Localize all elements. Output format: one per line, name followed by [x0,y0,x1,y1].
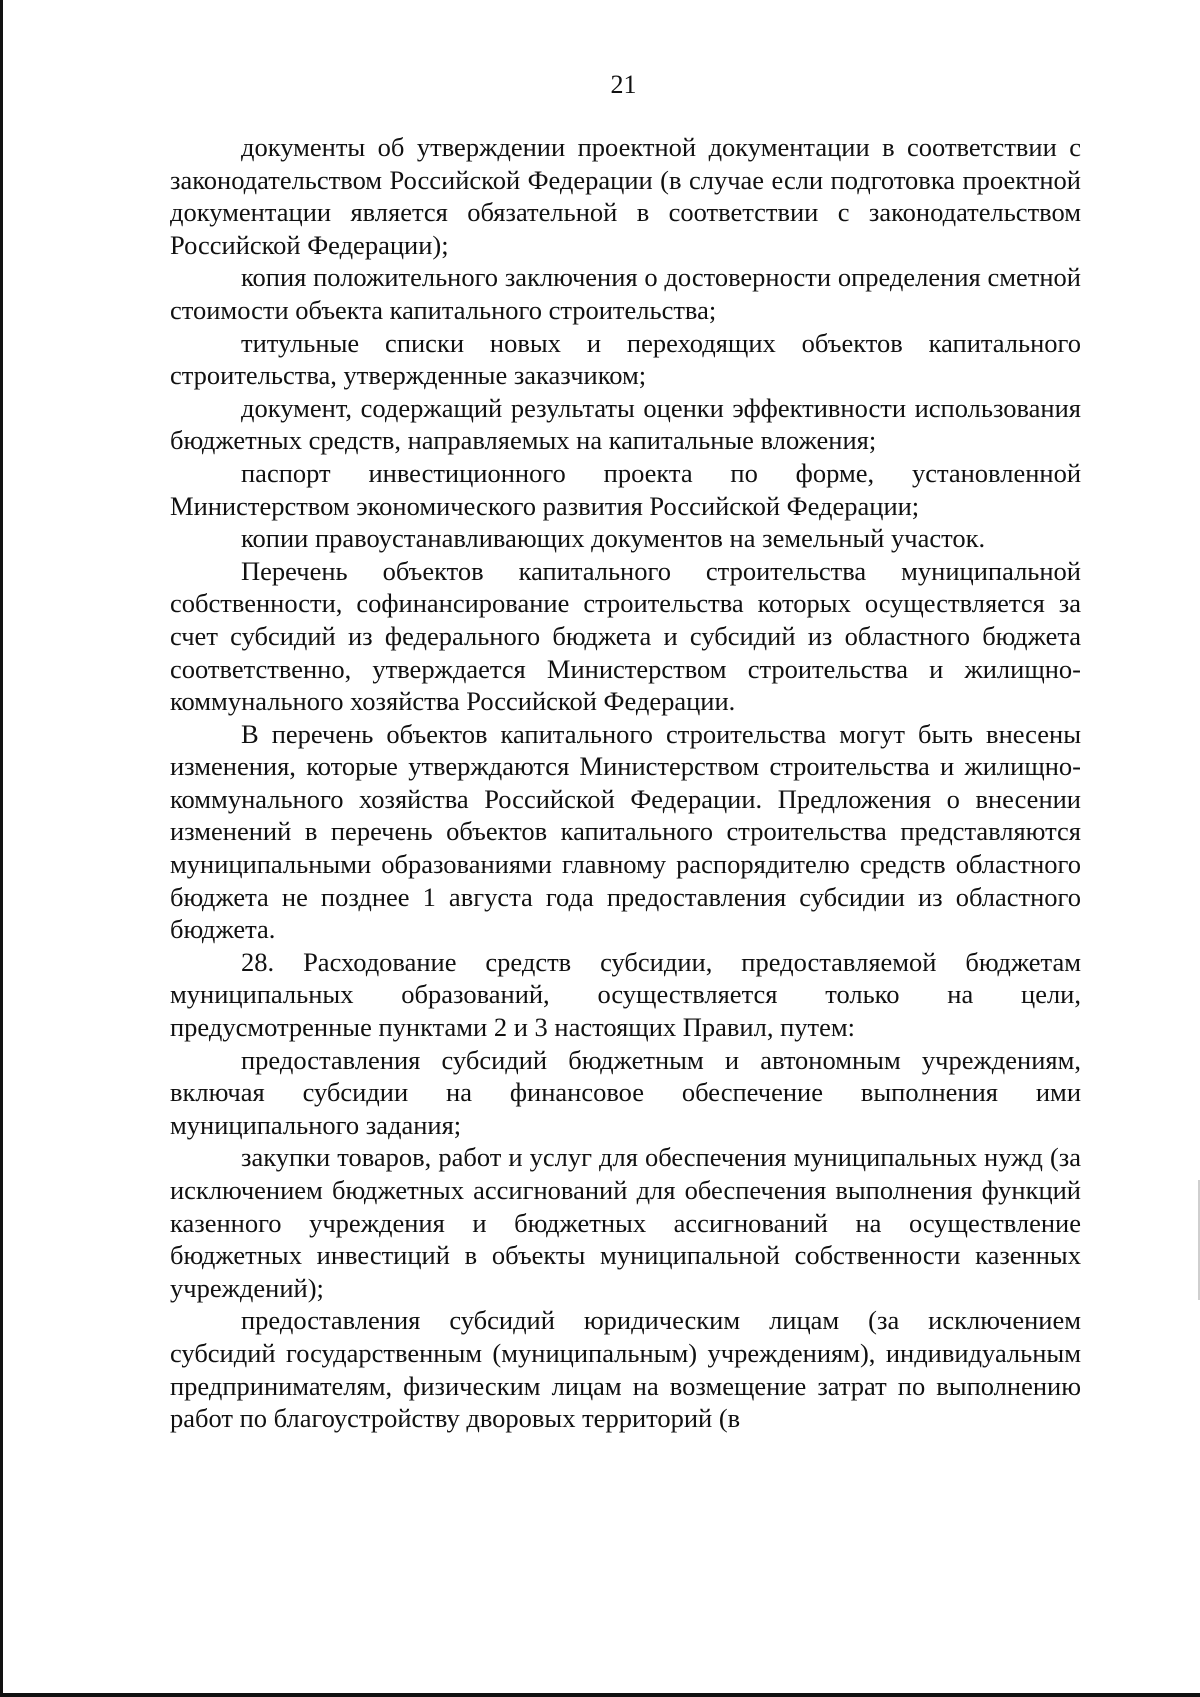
document-body [170,131,1081,1435]
paragraph-11: закупки товаров, работ и услуг для обеспечения муниципальных нужд (за исключением бюджетных ассигнований для обеспечения выполнения функций казенного учреждения и бюджетных ассигнований на осуществление бюджетных инвестиций в объекты муниципальной собственности казенных учреждений); [170,1142,1081,1303]
page-number: 21 [610,70,637,99]
paragraph-7: Перечень объектов капитального строительства муниципальной собственности, софинансирование строительства которых осуществляется за счет субсидий из федерального бюджета и субсидий из областного бюджета соответственно, утверждается Министерством строительства и жилищно-коммунального хозяйства Российской Федерации. [170,555,1081,717]
scan-border-left [0,0,3,1697]
scan-border-bottom [0,1693,1200,1697]
paragraph-5: паспорт инвестиционного проекта по форме, установленной Министерством экономического развития Российской Федерации; [170,457,1081,521]
paragraph-1: документы об утверждении проектной документации в соответствии с законодательством Российской Федерации (в случае если подготовка проектной документации является обязательной в соответствии с законодательством Российской Федерации); [170,132,1081,260]
paragraph-10: предоставления субсидий бюджетным и автономным учреждениям, включая субсидии на финансовое обеспечение выполнения ими муниципального задания; [170,1044,1081,1140]
paragraph-9: 28. Расходование средств субсидии, предоставляемой бюджетам муниципальных образований, осуществляется только на цели, предусмотренные пунктами 2 и 3 настоящих Правил, путем: [170,946,1081,1043]
paragraph-12: предоставления субсидий юридическим лицам (за исключением субсидий государственным (муниципальным) учреждениям), индивидуальным предпринимателям, физическим лицам на возмещение затрат по выполнению работ по благоустройству дворовых территорий (в [170,1305,1081,1434]
paragraph-8: В перечень объектов капитального строительства могут быть внесены изменения, которые утверждаются Министерством строительства и жилищно-коммунального хозяйства Российской Федерации. Предложения о внесении изменений в перечень объектов капитального строительства представляются муниципальными образованиями главному распорядителю средств областного бюджета не позднее 1 августа года предоставления субсидии из областного бюджета. [170,718,1081,945]
paragraph-4: документ, содержащий результаты оценки эффективности использования бюджетных средств, направляемых на капитальные вложения; [170,392,1081,456]
paragraph-2: копия положительного заключения о достоверности определения сметной стоимости объекта капитального строительства; [170,262,1081,325]
paragraph-3: титульные списки новых и переходящих объектов капитального строительства, утвержденные заказчиком; [170,327,1081,391]
paragraph-6: копии правоустанавливающих документов на земельный участок. [241,523,986,554]
